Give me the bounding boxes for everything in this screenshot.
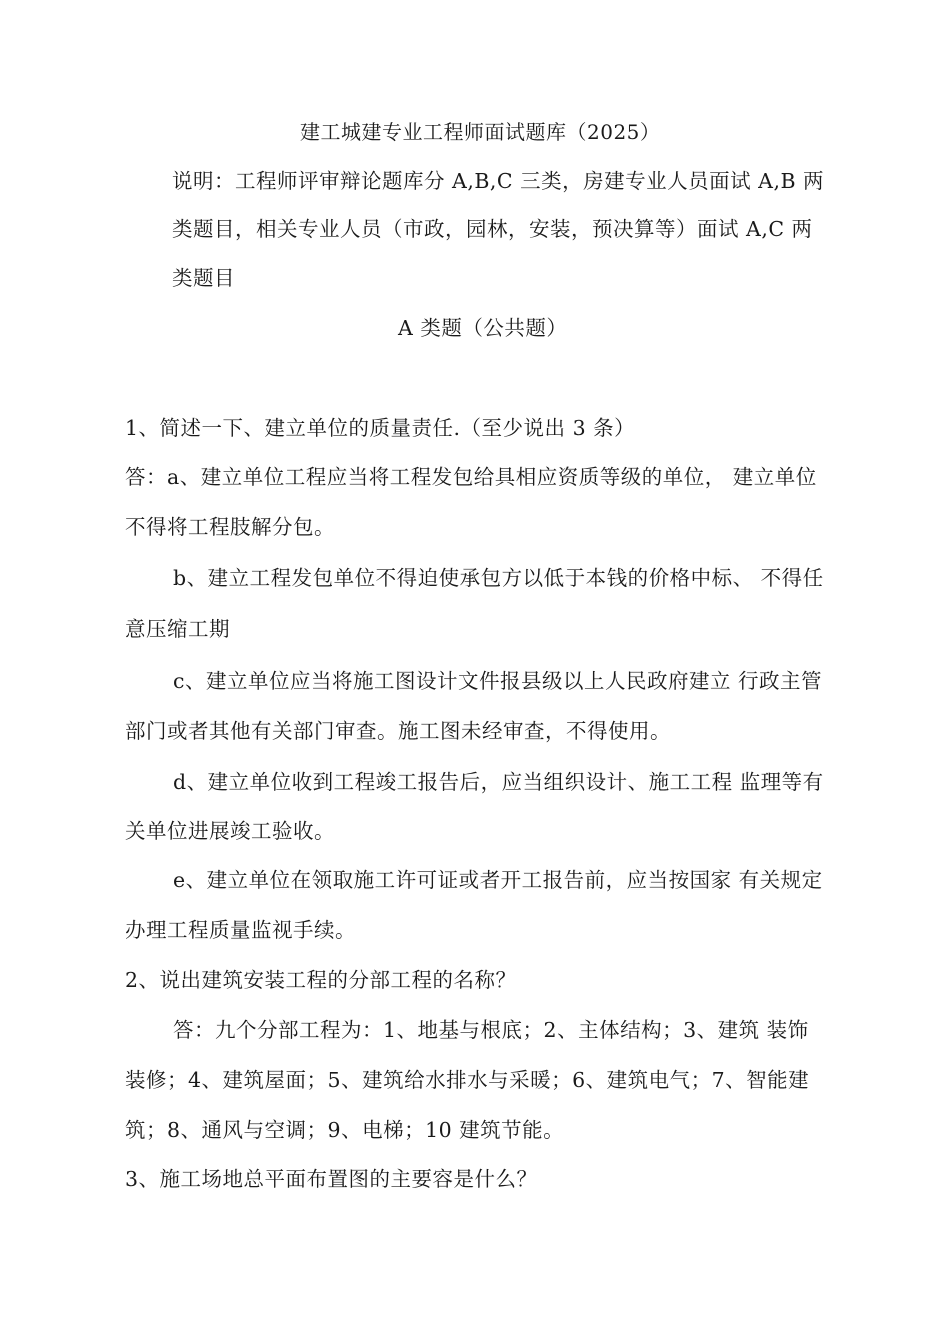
answer-d-line-2: 关单位进展竣工验收。: [125, 819, 335, 843]
q2-answer-line-2: 装修；4、建筑屋面；5、建筑给水排水与采暖；6、建筑电气；7、智能建: [125, 1068, 810, 1092]
intro-line-2: 类题目，相关专业人员（市政，园林，安装，预决算等）面试 A,C 两: [172, 217, 813, 241]
answer-c-line-1: c、建立单位应当将施工图设计文件报县级以上人民政府建立 行政主管: [173, 669, 822, 693]
intro-line-3: 类题目: [172, 266, 235, 290]
answer-d-line-1: d、建立单位收到工程竣工报告后，应当组织设计、施工工程 监理等有: [173, 770, 824, 794]
document-title: 建工城建专业工程师面试题库（2025）: [300, 120, 661, 144]
answer-b-line-2: 意压缩工期: [125, 617, 230, 641]
answer-e-line-1: e、建立单位在领取施工许可证或者开工报告前，应当按国家 有关规定: [173, 868, 823, 892]
answer-a-line-1: 答：a、建立单位工程应当将工程发包给具相应资质等级的单位， 建立单位: [125, 465, 817, 489]
q2-answer-line-3: 筑；8、通风与空调；9、电梯；10 建筑节能。: [125, 1118, 565, 1142]
section-heading: A 类题（公共题）: [398, 316, 568, 340]
answer-e-line-2: 办理工程质量监视手续。: [125, 918, 356, 942]
answer-a-line-2: 不得将工程肢解分包。: [125, 515, 335, 539]
answer-b-line-1: b、建立工程发包单位不得迫使承包方以低于本钱的价格中标、 不得任: [173, 566, 824, 590]
answer-c-line-2: 部门或者其他有关部门审查。施工图未经审查，不得使用。: [125, 719, 671, 743]
question-2: 2、说出建筑安装工程的分部工程的名称？: [125, 968, 517, 992]
question-3: 3、施工场地总平面布置图的主要容是什么？: [125, 1167, 538, 1191]
q2-answer-line-1: 答：九个分部工程为：1、地基与根底；2、主体结构；3、建筑 装饰: [173, 1018, 809, 1042]
intro-line-1: 说明：工程师评审辩论题库分 A,B,C 三类，房建专业人员面试 A,B 两: [172, 169, 825, 193]
question-1: 1、简述一下、建立单位的质量责任.（至少说出 3 条）: [125, 416, 636, 440]
